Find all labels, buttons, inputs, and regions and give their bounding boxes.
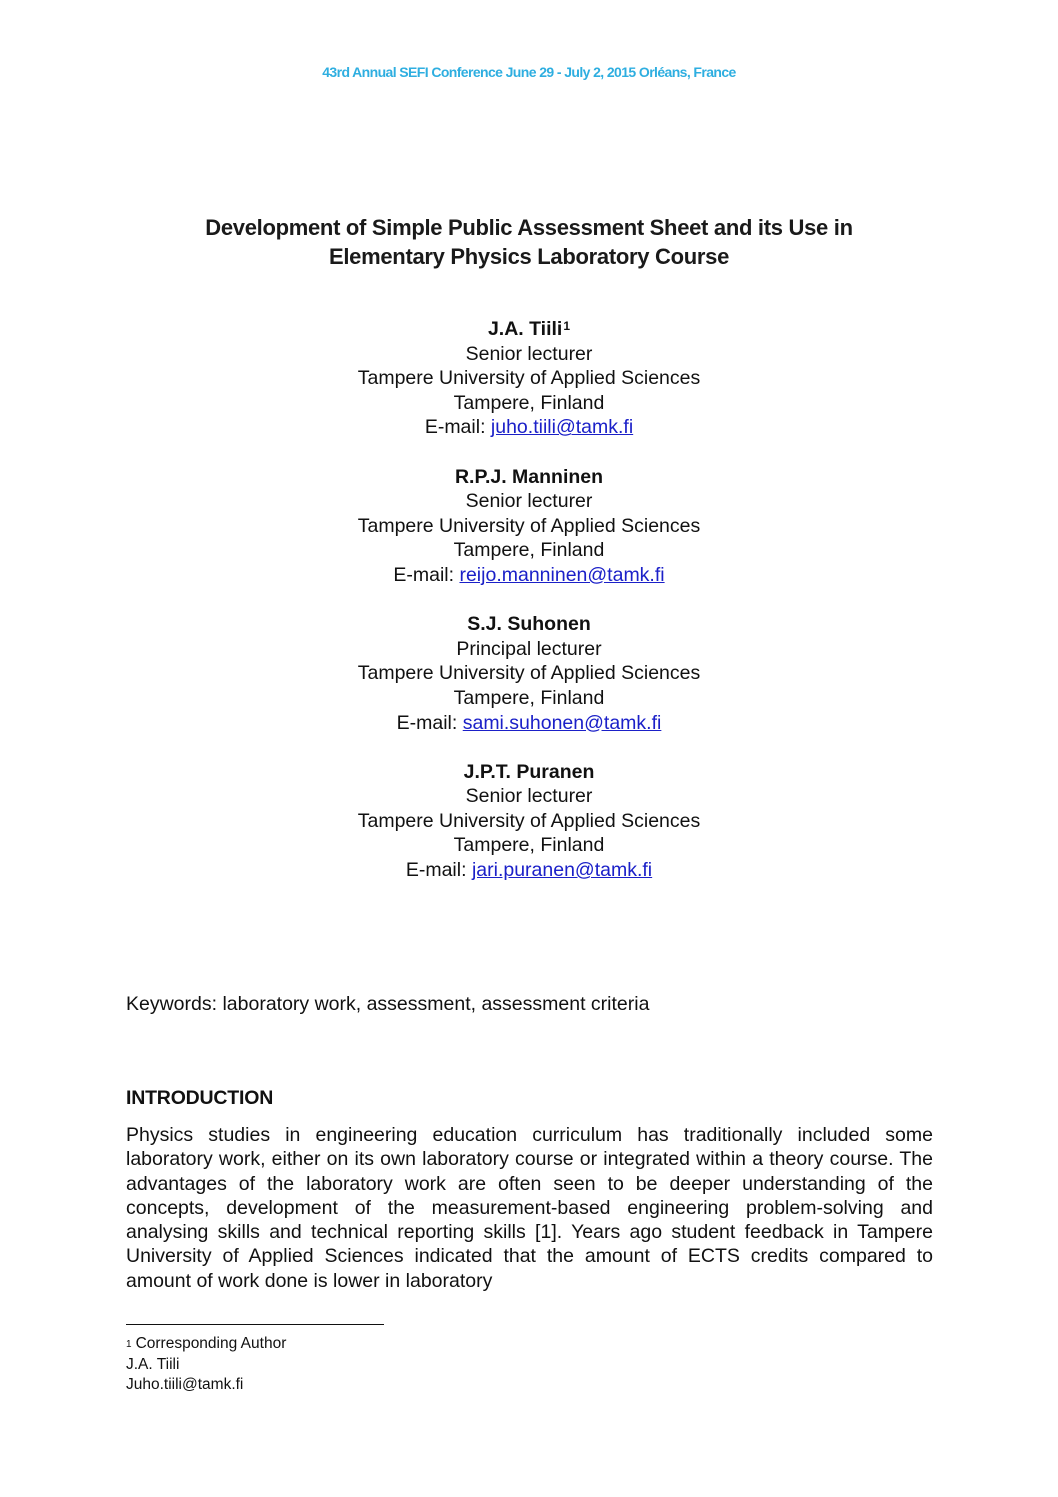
email-label: E-mail: (424, 416, 491, 439)
author-block (230, 760, 828, 883)
author-position: Senior lecturer (465, 342, 593, 365)
author-location: Tampere, Finland (453, 686, 605, 709)
paper-title-line-2: Elementary Physics Laboratory Course (328, 244, 730, 269)
author-location: Tampere, Finland (453, 539, 605, 562)
footnote-mark: 1 (126, 1339, 132, 1350)
keywords: Keywords: laboratory work, assessment, assessment criteria (126, 993, 650, 1015)
author-name: S.J. Suhonen (467, 613, 591, 636)
author-position: Senior lecturer (465, 490, 593, 513)
author-name: J.P.T. Puranen (463, 760, 595, 783)
section-heading-introduction: INTRODUCTION (126, 1087, 274, 1109)
footnote-marker: 1 (563, 319, 571, 333)
paper-title (100, 213, 958, 271)
footnote-label: Corresponding Author (135, 1335, 287, 1352)
author-block (230, 317, 828, 440)
footnote-name: J.A. Tiili (126, 1355, 180, 1373)
footnote-divider (126, 1324, 384, 1325)
email-link[interactable]: jari.puranen@tamk.fi (471, 859, 653, 882)
email-link[interactable]: sami.suhonen@tamk.fi (462, 711, 662, 734)
author-institution: Tampere University of Applied Sciences (357, 514, 701, 537)
author-location: Tampere, Finland (453, 391, 605, 414)
email-label: E-mail: (396, 711, 463, 734)
author-institution: Tampere University of Applied Sciences (357, 662, 701, 685)
email-label: E-mail: (393, 563, 460, 586)
email-link[interactable]: juho.tiili@tamk.fi (490, 416, 634, 439)
author-location: Tampere, Finland (453, 834, 605, 857)
author-email-line (230, 711, 828, 736)
author-institution: Tampere University of Applied Sciences (357, 809, 701, 832)
author-position: Senior lecturer (465, 785, 593, 808)
email-label: E-mail: (405, 859, 472, 882)
author-name: R.P.J. Manninen (454, 465, 604, 488)
author-block (230, 465, 828, 588)
introduction-paragraph: Physics studies in engineering education curriculum has traditionally included some laboratory work, either on its own laboratory course or integrated within a theory course. The advantages of the laboratory work are often seen to be deeper understanding of the concepts, development of the measurement-based engineering problem-solving and analysing skills and technical reporting skills [1]. Years ago student feedback in Tampere University of Applied Sciences indicated that the amount of ECTS credits compared to amount of work done is lower in laboratory (126, 1124, 933, 1292)
conference-header: 43rd Annual SEFI Conference June 29 - July 2, 2015 Orléans, France (322, 64, 736, 80)
author-position: Principal lecturer (456, 637, 602, 660)
author-institution: Tampere University of Applied Sciences (357, 367, 701, 390)
paper-title-line-1: Development of Simple Public Assessment Sheet and its Use in (205, 215, 853, 240)
author-email-line (230, 858, 828, 883)
author-block (230, 612, 828, 735)
footnote-email: Juho.tiili@tamk.fi (126, 1376, 244, 1393)
email-link[interactable]: reijo.manninen@tamk.fi (459, 563, 665, 586)
footnote-label-line (126, 1334, 626, 1355)
author-email-line (230, 563, 828, 588)
author-name: J.A. Tiili$^1$ (487, 318, 571, 340)
author-email-line (230, 415, 828, 440)
footnote (126, 1334, 626, 1396)
author-list (230, 317, 828, 907)
